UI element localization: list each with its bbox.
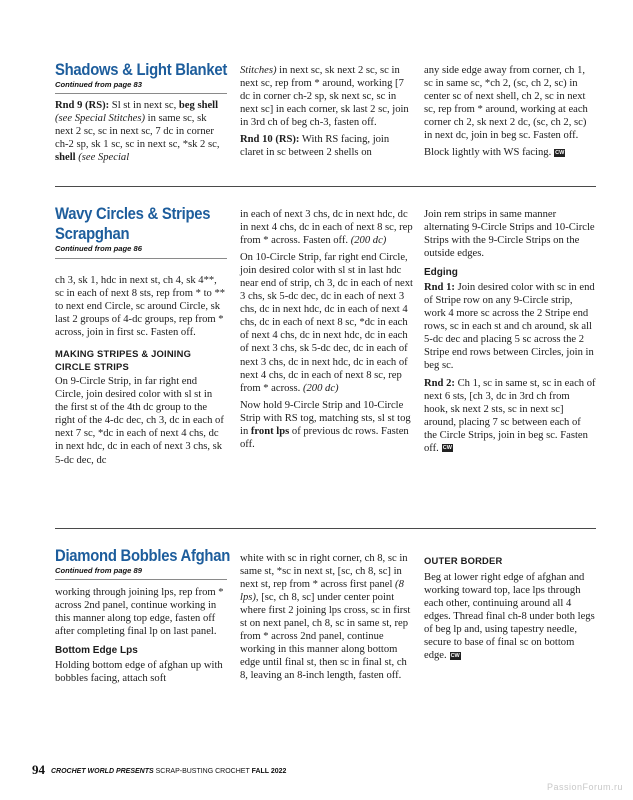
block-lightly-text: Block lightly with WS facing. (424, 147, 552, 159)
page-number: 94 (32, 762, 45, 777)
cw-end-mark-icon: CW (555, 149, 565, 156)
section3-col1-p1: working through joining lps, rep from * across 2nd panel, continue working in this manner along top edge, fasten off after completing final lp on last panel. (55, 587, 224, 638)
section2-title-line1: Wavy Circles & Stripes (55, 205, 211, 223)
rnd9-label: Rnd 9 (RS): (55, 100, 110, 111)
section2-column1-header (55, 204, 227, 254)
section3-column2: white with sc in right corner, ch 8, sc in same st, *sc in next st, [sc, ch 8, sc] in next st, rep from * across first panel (8 lps), [sc, ch 8, sc] under center point where first 2 joining lps cross, sc in first st on next panel, ch 8, sc in same st, rep from * across 2nd panel, continue working in this manner along bottom edge until final st, then sc in final st, ch 8, leaving an 8-inch length, fasten off. (240, 553, 411, 682)
footer-issue: FALL 2022 (251, 768, 287, 775)
section2-title-rule (55, 258, 227, 259)
section-divider-2 (55, 528, 596, 529)
section3-column3: OUTER BORDER Beg at lower right edge of afghan and working toward top, lace lps through each other, continuing around all 4 edges. Thread final ch-8 under both legs of beg lp and, using tapestry needle, secure to base of final sc on bottom edge. CW (424, 555, 595, 662)
section2-title-line2: Scrapghan (55, 225, 130, 243)
rnd2-label: Rnd 2: (424, 377, 455, 389)
section2-col1-p2: On 9-Circle Strip, in far right end Circle, join desired color with sl st in the first st of the 4th dc group to the right of the 4-dc dec, ch 3, dc in each of next 7 sc, *dc in each of next 4 chs, dc in next hdc, dc in each of next 3 chs, sk 5-dc dec, dc (55, 376, 224, 466)
section2-col3-p1: Join rem strips in same manner alternating 9-Circle Strips and 10-Circle Strips with the 9-Circle Strips on the outside edges. (424, 209, 595, 260)
section3-column1-header (55, 546, 231, 576)
section3-column1 (55, 586, 227, 689)
section1-col3-p1: any side edge away from corner, ch 1, sc in same sc, *ch 2, (sc, ch 2, sc) in center sc of next shell, ch 2, sc in next sc, rep from * around, working at each corner ch 2, sk next 2 dc, (sc, ch 2, sc) in next dc, join in beg sc. Fasten off. (424, 65, 588, 142)
section3-title-rule (55, 579, 227, 580)
watermark-text: PassionForum.ru (546, 782, 623, 792)
cw-end-mark-icon: CW (450, 652, 460, 659)
bottom-edge-lps-subhead: Bottom Edge Lps (55, 645, 138, 657)
section1-column3 (424, 64, 596, 163)
section1-title-rule (55, 93, 227, 94)
rnd1-label: Rnd 1: (424, 282, 455, 294)
section2-continued: Continued from page 86 (55, 244, 142, 253)
section-divider-1 (55, 186, 596, 187)
section2-column2: in each of next 3 chs, dc in next hdc, dc in next 4 chs, dc in each of next 8 sc, rep from * across. Fasten off. (200 dc) On 10-Circle Strip, far right end Circle, join desired color with sl st in last hdc near end of strip, ch 3, dc in each of next 3 chs, sk 5-dc dec, dc in each of next 3 chs, dc in next hdc, dc in each of next 4 chs, dc in each of next 8 sc, *dc in each of next 4 chs, dc in next hdc, dc in each of next 3 chs, sk 5-dc dec, dc in each of next 3 chs, dc in next hdc, dc in each of next 4 chs, dc in each of next 8 sc, rep from * across. (200 dc) Now hold 9-Circle Strip and 10-Circle Strip with RS tog, matching sts, sl st tog in front lps of previous dc rows. Fasten off. (240, 209, 413, 450)
section1-column1 (55, 60, 227, 90)
section1-title: Shadows & Light Blanket (55, 61, 228, 79)
stripes-subhead-line2: CIRCLE STRIPS (55, 361, 129, 373)
section2-column1 (55, 274, 227, 471)
footer-title: SCRAP-BUSTING CROCHET (153, 768, 252, 775)
rnd10-label: Rnd 10 (RS): (240, 134, 300, 146)
stripes-subhead-line1: MAKING STRIPES & JOINING (55, 348, 192, 360)
section3-col1-p2: Holding bottom edge of afghan up with bobbles facing, attach soft (55, 660, 223, 685)
footer-brand: CROCHET WORLD PRESENTS (51, 768, 154, 775)
cw-end-mark-icon: CW (442, 445, 452, 452)
edging-subhead: Edging (424, 267, 458, 279)
section2-column3: Join rem strips in same manner alternating 9-Circle Strips and 10-Circle Strips with the 9-Circle Strips on the outside edges. Edging Rnd 1: Join desired color with sc in end of Stripe row on any 9-Circle strip, work 4 more sc across the 2 Stripe end rows, sc in each st and ch around, sk all 5-dc dec and placing 5 sc across the 2 Stripe end rows between Circles, join in beg sc. Rnd 2: Ch 1, sc in same st, sc in each of next 6 sts, [ch 3, dc in 3rd ch from hook, sk next 2 sts, sc in next sc] around, placing 7 sc between each of the Circle Strips, join in beg sc. Fasten off. CW (424, 209, 596, 454)
section2-col1-p1: ch 3, sk 1, hdc in next st, ch 4, sk 4**, sc in each of next 8 sts, rep from * to ** to next end Circle, sc around Circle, sk last 2 groups of 4-dc groups, rep from * across, join in first sc. Fasten off. (55, 275, 226, 339)
section1-continued: Continued from page 83 (55, 80, 142, 89)
section3-continued: Continued from page 89 (55, 566, 142, 575)
section1-column2: Stitches) in next sc, sk next 2 sc, sc in next sc, rep from * around, working [7 dc in corner ch-2 sp, sk next sc, sc in next sc] in each corner, sk last 2 sc, join in 3rd ch of beg ch-3, fasten off. Rnd 10 (RS): With RS facing, join claret in sc between 2 shells on (240, 65, 409, 159)
outer-border-subhead: OUTER BORDER (424, 555, 503, 566)
section3-title: Diamond Bobbles Afghan (55, 547, 231, 565)
section1-column1-text: Rnd 9 (RS): Sl st in next sc, beg shell (see Special Stitches) in same sc, sk next 2 sc, sc in next sc, 7 dc in corner ch-2 sp, sk 1 sc, sc in next sc, *sk 2 sc, shell (see Special (55, 100, 220, 164)
page-footer (32, 762, 286, 778)
